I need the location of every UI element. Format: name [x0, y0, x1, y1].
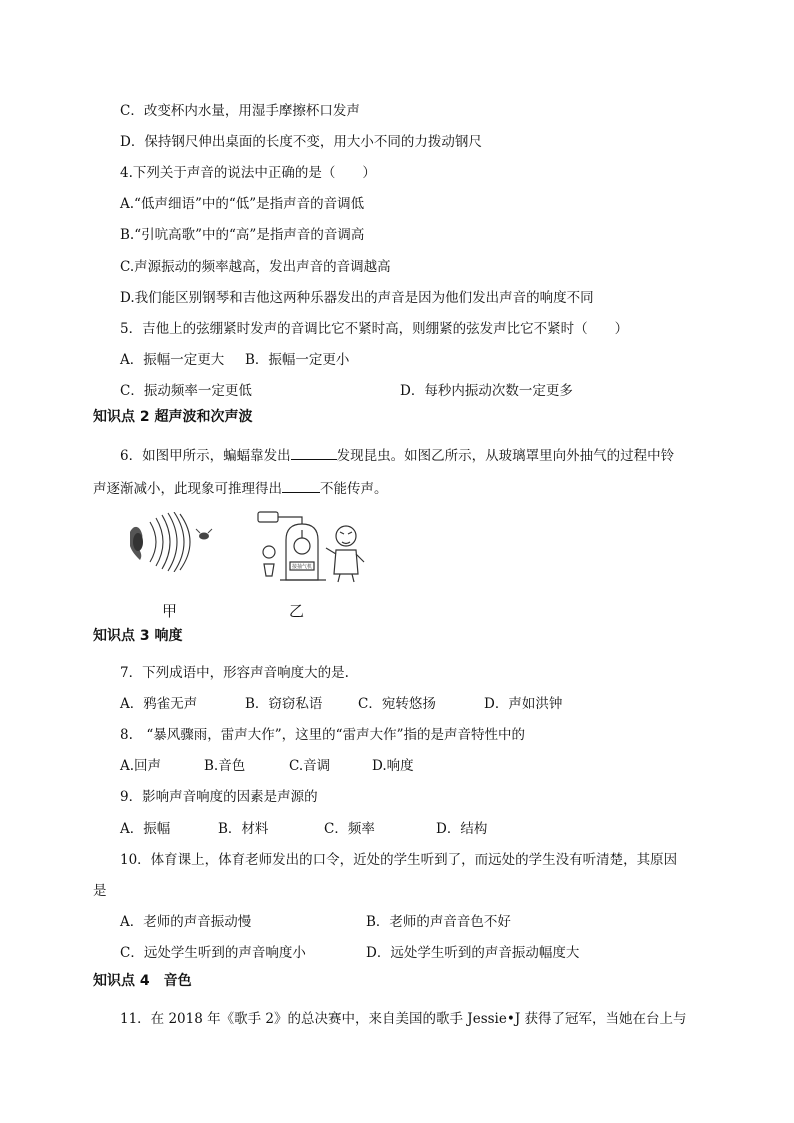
bell-icon — [294, 538, 310, 554]
q4-stem: 4.下列关于声音的说法中正确的是（ ） — [120, 165, 376, 181]
q10-option-b: B．老师的声音音色不好 — [366, 914, 511, 930]
q9-option-c: C．频率 — [324, 821, 375, 837]
q5-stem: 5．吉他上的弦绷紧时发声的音调比它不紧时高，则绷紧的弦发声比它不紧时（ ） — [120, 321, 629, 337]
pump-tube — [278, 517, 302, 524]
child-icon — [326, 526, 364, 582]
q8-stem: 8. “暴风骤雨，雷声大作”，这里的“雷声大作”指的是声音特性中的 — [120, 727, 525, 743]
q9-option-d: D．结构 — [436, 821, 488, 837]
q5-option-c: C．振动频率一定更低 — [120, 383, 252, 399]
figure-label-jia: 甲 — [162, 602, 178, 620]
q4-option-a: A.“低声细语”中的“低”是指声音的音调低 — [120, 196, 365, 212]
section-heading-4: 知识点 4 音色 — [93, 973, 192, 989]
q8-option-c: C.音调 — [289, 758, 331, 774]
q6-blank-2 — [282, 478, 320, 493]
q6-stem-line2 — [93, 478, 388, 498]
q6-text-1: 6．如图甲所示，蝙蝠靠发出 — [120, 448, 291, 464]
q9-option-b: B．材料 — [218, 821, 269, 837]
q10-stem-line2: 是 — [93, 883, 107, 899]
q7-option-d: D．声如洪钟 — [484, 696, 563, 712]
sound-wave-arcs — [150, 512, 190, 572]
q10-option-d: D．远处学生听到的声音振动幅度大 — [366, 945, 580, 961]
pump-icon — [258, 512, 278, 522]
bell-jar-figure — [252, 502, 367, 584]
q4-option-c: C.声源振动的频率越高，发出声音的音调越高 — [120, 259, 391, 275]
q7-option-a: A．鸦雀无声 — [120, 696, 198, 712]
q4-option-d: D.我们能区别钢琴和吉他这两种乐器发出的声音是因为他们发出声音的响度不同 — [120, 290, 594, 306]
insect-icon — [196, 529, 212, 540]
q5-option-d: D．每秒内振动次数一定更多 — [400, 383, 573, 399]
q7-option-c: C．宛转悠扬 — [358, 696, 436, 712]
q8-option-b: B.音色 — [204, 758, 246, 774]
bat-figure — [124, 512, 214, 572]
pump-label: 接抽气机 — [291, 564, 313, 570]
q3-option-c: C．改变杯内水量，用湿手摩擦杯口发声 — [120, 103, 360, 119]
q3-option-d: D．保持钢尺伸出桌面的长度不变，用大小不同的力拨动钢尺 — [120, 134, 482, 150]
q10-stem-line1: 10．体育课上，体育老师发出的口令，近处的学生听到了，而远处的学生没有听清楚，其原因 — [120, 852, 678, 868]
q6-text-4: 不能传声。 — [320, 481, 388, 497]
q8-option-a: A.回声 — [120, 758, 162, 774]
q6-text-3: 声逐渐减小，此现象可推理得出 — [93, 481, 282, 497]
q9-option-a: A．振幅 — [120, 821, 171, 837]
q6-stem-line1 — [120, 445, 674, 465]
bat-icon — [130, 527, 143, 560]
q10-option-c: C．远处学生听到的声音响度小 — [120, 945, 306, 961]
q4-option-b: B.“引吭高歌”中的“高”是指声音的音调高 — [120, 227, 365, 243]
q5-option-a: A．振幅一定更大 — [120, 352, 225, 368]
figure-label-yi: 乙 — [289, 602, 305, 620]
section-heading-2: 知识点 2 超声波和次声波 — [93, 409, 253, 425]
q7-option-b: B．窃窃私语 — [245, 696, 323, 712]
q7-stem: 7．下列成语中，形容声音响度大的是. — [120, 665, 349, 681]
q6-text-2: 发现昆虫。如图乙所示，从玻璃罩里向外抽气的过程中铃 — [336, 448, 675, 464]
section-heading-3: 知识点 3 响度 — [93, 628, 183, 644]
q5-option-b: B．振幅一定更小 — [245, 352, 350, 368]
q9-stem: 9．影响声音响度的因素是声源的 — [120, 789, 318, 805]
q6-blank-1 — [291, 445, 337, 460]
q8-option-d: D.响度 — [372, 758, 414, 774]
q11-stem: 11．在 2018 年《歌手 2》的总决赛中，来自美国的歌手 Jessie•J 获得了冠军，当她在台上与 — [120, 1011, 687, 1027]
q10-option-a: A．老师的声音振动慢 — [120, 914, 252, 930]
